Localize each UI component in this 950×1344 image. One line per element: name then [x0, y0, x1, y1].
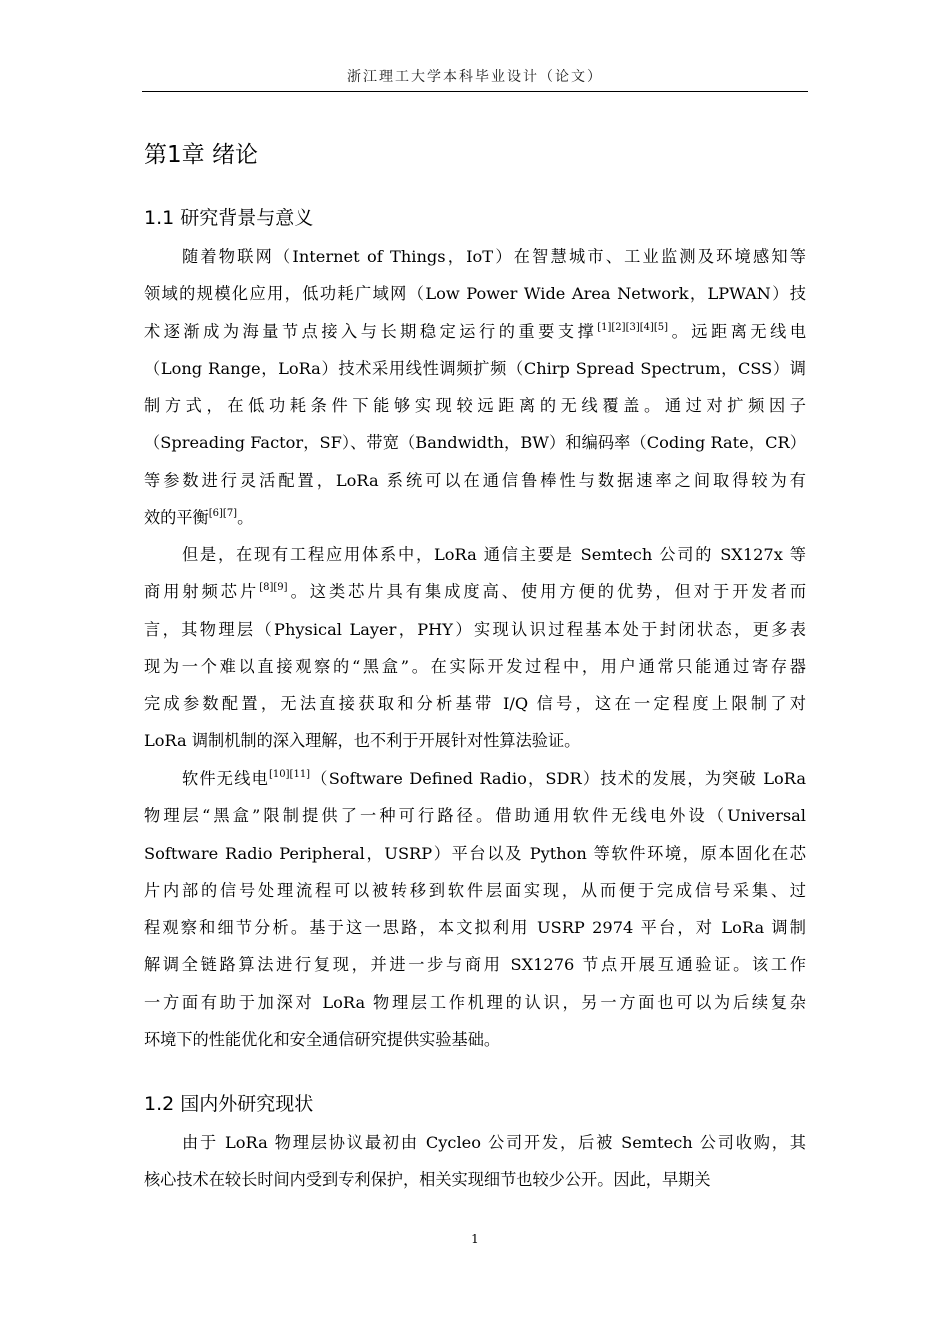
text-run: 但是，在现有工程应用体系中，LoRa 通信主要是 Semtech 公司的 SX127x 等 — [182, 545, 806, 564]
citation-ref: [1][2][3][4][5] — [597, 321, 669, 333]
text-run: （Software Defined Radio，SDR）技术的发展，为突破 LoRa — [310, 769, 807, 788]
text-line — [144, 350, 806, 387]
paragraph — [144, 536, 806, 760]
text-run: 软件无线电 — [182, 769, 270, 788]
text-line — [144, 573, 806, 610]
text-line — [144, 872, 806, 909]
header-rule — [142, 91, 808, 92]
text-line — [144, 835, 806, 872]
text-run: 物理层“黑盒”限制提供了一种可行路径。借助通用软件无线电外设（Universal — [144, 806, 806, 826]
text-line — [144, 611, 806, 648]
text-run: LoRa 调制机制的深入理解，也不利于开展针对性算法验证。 — [144, 731, 581, 751]
text-run: 现为一个难以直接观察的“黑盒”。在实际开发过程中，用户通常只能通过寄存器 — [144, 656, 806, 676]
text-line — [144, 387, 806, 424]
text-line — [144, 1021, 806, 1058]
text-run: 等参数进行灵活配置，LoRa 系统可以在通信鲁棒性与数据速率之间取得较为有 — [144, 470, 806, 490]
text-run: 片内部的信号处理流程可以被转移到软件层面实现，从而便于完成信号采集、过 — [144, 880, 806, 900]
text-run: 由于 LoRa 物理层协议最初由 Cycleo 公司开发，后被 Semtech 公司收购，其 — [182, 1133, 806, 1152]
section-title: 1.1 研究背景与意义 — [144, 207, 314, 229]
running-header: 浙江理工大学本科毕业设计（论文） — [347, 69, 603, 85]
text-run: 商用射频芯片 — [144, 582, 260, 602]
text-run: 完成参数配置，无法直接获取和分析基带 I/Q 信号，这在一定程度上限制了对 — [144, 694, 806, 714]
citation-ref: [8][9] — [259, 582, 288, 594]
text-run: 。远距离无线电 — [668, 321, 807, 341]
text-line — [144, 313, 806, 350]
text-line — [144, 238, 806, 275]
page-number: 1 — [471, 1232, 479, 1246]
text-line — [144, 462, 806, 499]
text-line — [144, 499, 806, 536]
text-line — [144, 909, 806, 946]
text-run: 随着物联网（Internet of Things，IoT）在智慧城市、工业监测及环境感知等 — [182, 247, 806, 266]
paragraph — [144, 1124, 806, 1199]
text-run: （Spreading Factor，SF）、带宽（Bandwidth，BW）和编码率（Coding Rate，CR） — [144, 433, 806, 453]
text-line — [144, 1161, 806, 1198]
paragraph — [144, 760, 806, 1058]
text-line — [144, 685, 806, 722]
text-line — [144, 946, 806, 983]
text-run: Software Radio Peripheral，USRP）平台以及 Python 等软件环境，原本固化在芯 — [144, 843, 806, 863]
text-run: 术逐渐成为海量节点接入与长期稳定运行的重要支撑 — [144, 321, 598, 341]
text-run: 制方式，在低功耗条件下能够实现较远距离的无线覆盖。通过对扩频因子 — [144, 396, 806, 416]
text-run: 效的平衡 — [144, 508, 209, 528]
text-line — [144, 797, 806, 834]
text-line — [144, 1124, 806, 1161]
text-run: 环境下的性能优化和安全通信研究提供实验基础。 — [144, 1030, 501, 1050]
text-run: 程观察和细节分析。基于这一思路，本文拟利用 USRP 2974 平台，对 LoRa 调制 — [144, 918, 806, 938]
text-line — [144, 536, 806, 573]
text-run: 领域的规模化应用，低功耗广域网（Low Power Wide Area Network，LPWAN）技 — [144, 284, 806, 304]
citation-ref: [6][7] — [208, 508, 238, 520]
text-line — [144, 648, 806, 685]
text-run: 解调全链路算法进行复现，并进一步与商用 SX1276 节点开展互通验证。该工作 — [144, 955, 806, 975]
text-run: 核心技术在较长时间内受到专利保护，相关实现细节也较少公开。因此，早期关 — [144, 1170, 711, 1190]
section-title: 1.2 国内外研究现状 — [144, 1093, 314, 1115]
text-line — [144, 722, 806, 759]
text-run: 言，其物理层（Physical Layer，PHY）实现认识过程基本处于封闭状态，更多表 — [144, 619, 806, 639]
text-line — [144, 275, 806, 312]
text-run: 。 — [237, 508, 254, 528]
chapter-title: 第1章 绪论 — [144, 142, 258, 168]
text-run: 一方面有助于加深对 LoRa 物理层工作机理的认识，另一方面也可以为后续复杂 — [144, 992, 806, 1012]
citation-ref: [10][11] — [269, 769, 311, 780]
paragraph — [144, 238, 806, 536]
text-line — [144, 984, 806, 1021]
text-line — [144, 424, 806, 461]
text-line — [144, 760, 806, 797]
text-run: 。这类芯片具有集成度高、使用方便的优势，但对于开发者而 — [287, 582, 807, 602]
text-run: （Long Range，LoRa）技术采用线性调频扩频（Chirp Spread Spectrum，CSS）调 — [144, 358, 806, 378]
